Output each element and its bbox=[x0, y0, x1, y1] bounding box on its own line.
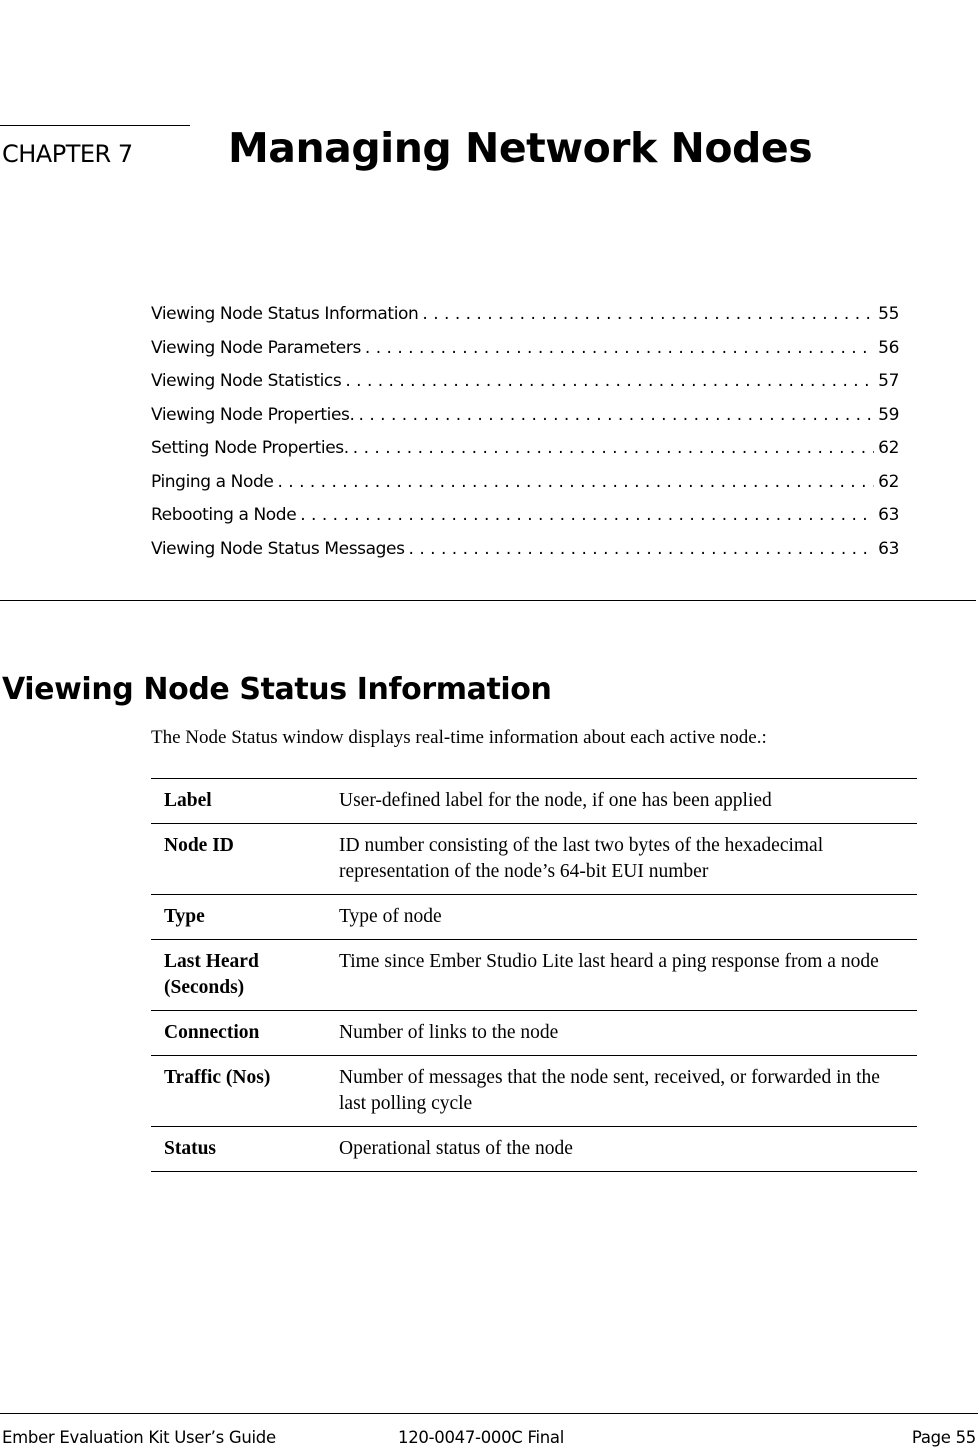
field-term: Traffic (Nos) bbox=[164, 1067, 271, 1088]
field-term: Label bbox=[164, 790, 212, 811]
toc-entry-page: 59 bbox=[878, 404, 899, 425]
toc-entry-page: 62 bbox=[878, 438, 899, 458]
field-term: Type bbox=[164, 906, 205, 927]
toc-entry-title: Viewing Node Status Information bbox=[151, 304, 419, 324]
section-heading: Viewing Node Status Information bbox=[2, 672, 552, 707]
toc-entry-page: 55 bbox=[878, 304, 899, 324]
toc-entry[interactable] bbox=[151, 338, 899, 372]
toc-entry-title: Viewing Node Parameters bbox=[151, 337, 361, 358]
field-description: Type of node bbox=[339, 906, 442, 927]
toc-entry[interactable] bbox=[151, 539, 899, 573]
field-description: Number of links to the node bbox=[339, 1022, 559, 1043]
toc-entry-page: 57 bbox=[878, 371, 899, 391]
toc-entry[interactable] bbox=[151, 371, 899, 405]
footer-document-title: Ember Evaluation Kit User’s Guide bbox=[2, 1428, 276, 1447]
toc-dot-leader bbox=[277, 472, 874, 492]
toc-entry[interactable] bbox=[151, 472, 899, 506]
table-row bbox=[151, 940, 917, 1011]
footer-document-number: 120-0047-000C Final bbox=[398, 1428, 564, 1447]
field-term: Status bbox=[164, 1138, 217, 1159]
field-description: Number of messages that the node sent, received, or forwarded in the last polling cycle bbox=[339, 1067, 880, 1114]
field-description: User-defined label for the node, if one has been applied bbox=[339, 790, 772, 811]
footer-rule bbox=[0, 1413, 978, 1414]
chapter-rule bbox=[0, 125, 190, 126]
toc-dot-leader bbox=[353, 438, 874, 458]
toc-entry-title: Pinging a Node bbox=[151, 471, 274, 492]
field-description: ID number consisting of the last two bytes of the hexadecimal representation of the node’s 64-bit EUI number bbox=[339, 835, 824, 882]
toc-entry[interactable] bbox=[151, 438, 899, 472]
toc-entry-page: 63 bbox=[878, 538, 899, 559]
toc-entry-title: Setting Node Properties. bbox=[151, 438, 349, 458]
node-status-field-table bbox=[151, 778, 917, 1172]
field-term: Node ID bbox=[164, 835, 234, 856]
toc-entry-page: 56 bbox=[878, 337, 899, 358]
toc-entry-title: Viewing Node Status Messages bbox=[151, 538, 405, 559]
footer-page-number: Page 55 bbox=[911, 1428, 976, 1447]
toc-entry-page: 63 bbox=[878, 505, 899, 525]
toc-entry[interactable] bbox=[151, 304, 899, 338]
chapter-title: Managing Network Nodes bbox=[228, 124, 813, 172]
table-row bbox=[151, 779, 917, 824]
table-row bbox=[151, 1127, 917, 1172]
toc-entry-title: Viewing Node Statistics bbox=[151, 371, 342, 391]
table-row bbox=[151, 824, 917, 895]
toc-entry-page: 62 bbox=[878, 471, 899, 492]
field-term: Connection bbox=[164, 1022, 260, 1043]
toc-dot-leader bbox=[422, 304, 874, 324]
field-description: Time since Ember Studio Lite last heard a ping response from a node bbox=[339, 951, 879, 972]
toc-entry-title: Viewing Node Properties. bbox=[151, 404, 355, 425]
table-row bbox=[151, 1011, 917, 1056]
field-term: Last Heard (Seconds) bbox=[164, 951, 259, 998]
section-intro: The Node Status window displays real-time information about each active node.: bbox=[151, 727, 767, 748]
table-row bbox=[151, 1056, 917, 1127]
toc-entry[interactable] bbox=[151, 505, 899, 539]
toc-divider bbox=[0, 600, 976, 601]
table-row bbox=[151, 895, 917, 940]
toc-entry-title: Rebooting a Node bbox=[151, 505, 297, 525]
toc-dot-leader bbox=[359, 405, 875, 425]
table-of-contents bbox=[151, 304, 899, 572]
toc-dot-leader bbox=[300, 505, 874, 525]
toc-dot-leader bbox=[345, 371, 874, 391]
toc-dot-leader bbox=[409, 539, 875, 559]
toc-dot-leader bbox=[365, 338, 874, 358]
toc-entry[interactable] bbox=[151, 405, 899, 439]
field-description: Operational status of the node bbox=[339, 1138, 573, 1159]
chapter-label: CHAPTER 7 bbox=[2, 140, 133, 168]
